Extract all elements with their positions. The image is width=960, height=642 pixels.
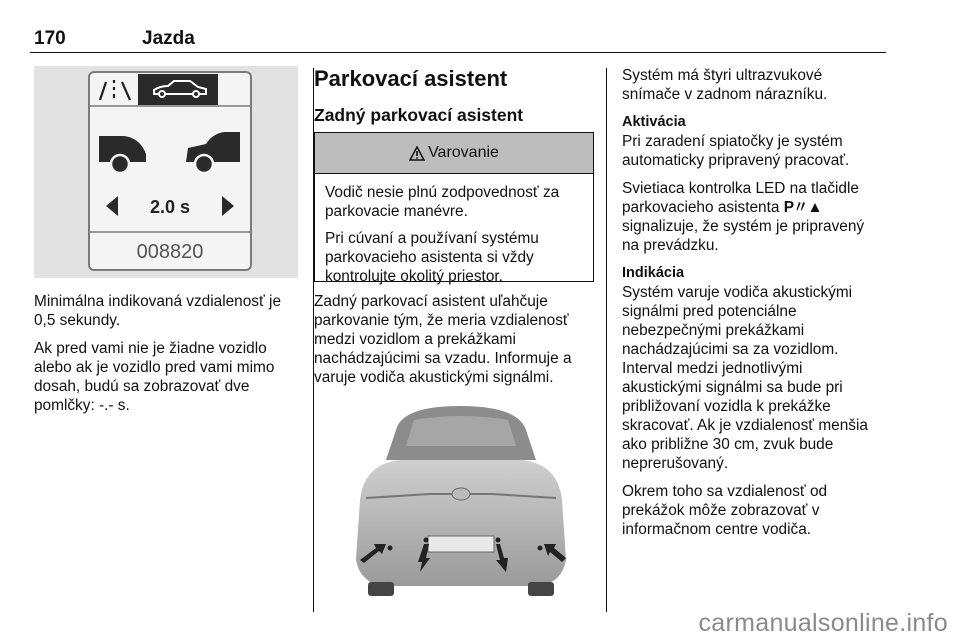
warning-paragraph-2: Pri cúvaní a používaní systému parkovacieho asistenta si vždy kontrolujte okolitý priestor. <box>325 230 539 285</box>
warning-triangle-icon <box>409 146 425 161</box>
distance-readout: 2.0 s <box>149 197 191 217</box>
license-plate <box>428 536 494 552</box>
activation-text-before: Svietiaca kontrolka LED na tlačidle parkovacieho asistenta <box>622 180 859 216</box>
activation-text-after: signalizuje, že systém je pripravený na prevádzku. <box>622 218 865 254</box>
driver-info-display-illustration <box>34 66 298 278</box>
watermark: carmanualsonline.info <box>698 609 948 637</box>
display-svg <box>34 66 298 278</box>
parking-assist-icon: P〃▲ <box>783 199 822 216</box>
sensor-1-icon <box>388 546 393 551</box>
column-2-text <box>314 292 594 396</box>
odometer-readout: 008820 <box>136 241 204 263</box>
sensor-2-icon <box>424 538 429 543</box>
indication-heading: Indikácia <box>622 265 685 281</box>
page-number: 170 <box>34 28 66 49</box>
column-3-text <box>622 66 884 548</box>
activation-heading: Aktivácia <box>622 114 686 130</box>
column-divider-2 <box>606 68 607 612</box>
indication-paragraph-1: Systém varuje vodiča akustickými signálmi pred potenciálne nebezpečnými prekážkami nachádzajúcimi sa za vozidlom. Interval medzi jednotlivými akustickými signálmi sa bude pri približovaní vozidla k prekážke skracovať. Ak je vzdialenosť menšia ako približne 30 cm, zvuk bude neprerušovaný. <box>622 284 868 472</box>
activation-paragraph-2 <box>622 179 884 255</box>
section-title: Parkovací asistent <box>314 66 508 91</box>
header-divider <box>30 52 886 53</box>
subsection-title: Zadný parkovací asistent <box>314 105 524 125</box>
min-distance-paragraph: Minimálna indikovaná vzdialenosť je 0,5 sekundy. <box>34 293 282 329</box>
warning-paragraph-1: Vodič nesie plnú zodpovednosť za parkovacie manévre. <box>325 184 560 220</box>
warning-header <box>315 133 593 174</box>
no-vehicle-paragraph: Ak pred vami nie je žiadne vozidlo alebo ak je vozidlo pred vami mimo dosah, budú sa zobrazovať dve pomlčky: -.- s. <box>34 340 275 414</box>
activation-paragraph-1: Pri zaradení spiatočky je systém automaticky pripravený pracovať. <box>622 133 850 169</box>
sensor-4-icon <box>538 546 543 551</box>
warning-body <box>315 174 593 286</box>
rear-assist-paragraph: Zadný parkovací asistent uľahčuje parkovanie tým, že meria vzdialenosť medzi vozidlom a prekážkami nachádzajúcimi sa vzadu. Informuje a varuje vodiča akustickými signálmi. <box>314 293 572 386</box>
column-1-text <box>34 292 296 424</box>
warning-title: Varovanie <box>428 144 499 161</box>
warning-box <box>314 132 594 285</box>
sensor-3-icon <box>496 538 501 543</box>
indication-paragraph-2: Okrem toho sa vzdialenosť od prekážok môže zobrazovať v informačnom centre vodiča. <box>622 483 828 538</box>
car-body <box>356 460 566 586</box>
intro-paragraph: Systém má štyri ultrazvukové snímače v zadnom nárazníku. <box>622 67 828 103</box>
page-header <box>30 28 886 52</box>
chapter-title: Jazda <box>142 28 195 49</box>
car-rear-sensors-illustration <box>330 390 592 602</box>
